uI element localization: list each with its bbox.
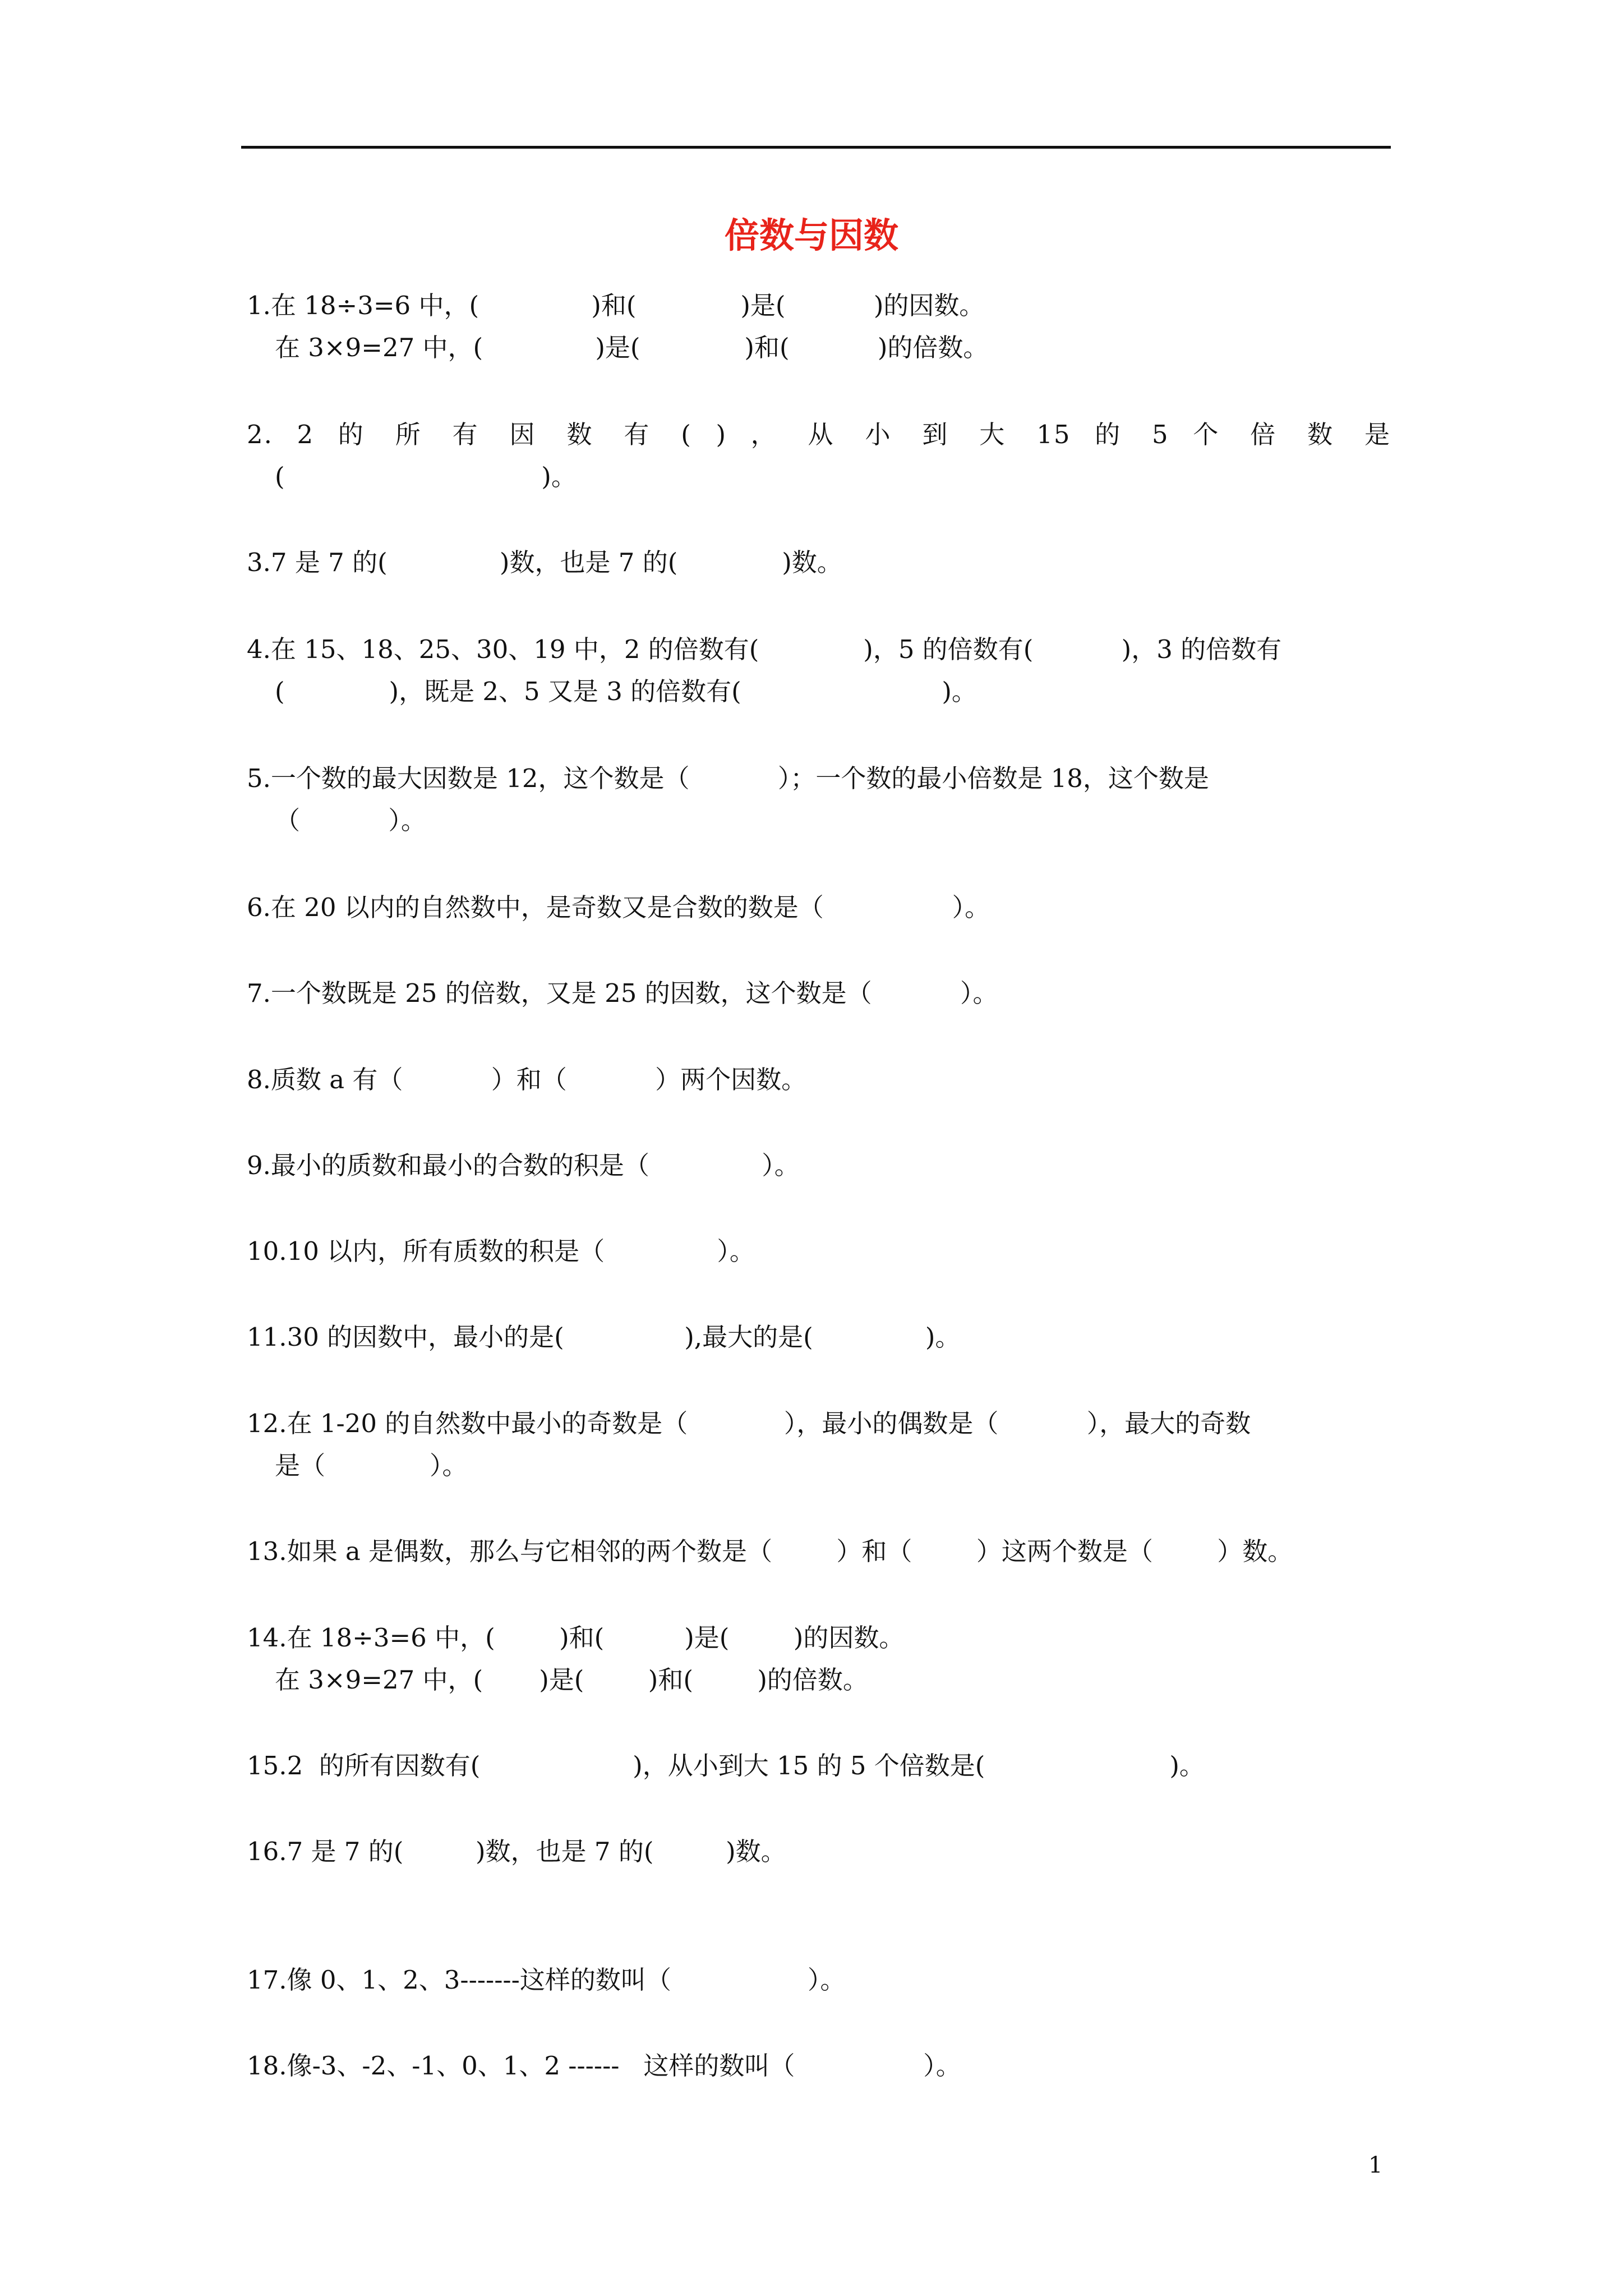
- question-5-line-2: （ ）。: [275, 806, 426, 835]
- worksheet-title: 倍数与因数: [724, 215, 898, 256]
- page-number: 1: [1368, 2152, 1383, 2178]
- question-17-line-1: 17.像 0、1、2、3-------这样的数叫（ ）。: [247, 1965, 846, 1995]
- question-3-line-1: 3.7 是 7 的( )数，也是 7 的( )数。: [247, 547, 842, 577]
- question-11-line-1: 11.30 的因数中，最小的是( ),最大的是( )。: [247, 1322, 961, 1352]
- question-1-line-1: 1.在 18÷3=6 中，( )和( )是( )的因数。: [247, 291, 985, 320]
- question-8-line-1: 8.质数 a 有（ ）和（ ）两个因数。: [247, 1065, 807, 1094]
- question-12-line-1: 12.在 1-20 的自然数中最小的奇数是（ ），最小的偶数是（ ），最大的奇数: [247, 1409, 1251, 1438]
- question-12-line-2: 是（ ）。: [275, 1451, 468, 1480]
- question-2-line-2: ( )。: [275, 462, 577, 491]
- question-5-line-1: 5.一个数的最大因数是 12，这个数是（ ）；一个数的最小倍数是 18，这个数是: [247, 763, 1209, 793]
- question-6-line-1: 6.在 20 以内的自然数中，是奇数又是合数的数是（ ）。: [247, 892, 990, 922]
- question-1-line-2: 在 3×9=27 中，( )是( )和( )的倍数。: [275, 333, 989, 362]
- question-7-line-1: 7.一个数既是 25 的倍数，又是 25 的因数，这个数是（ ）。: [247, 978, 998, 1008]
- question-14-line-2: 在 3×9=27 中，( )是( )和( )的倍数。: [275, 1665, 868, 1695]
- question-15-line-1: 15.2 的所有因数有( )，从小到大 15 的 5 个倍数是( )。: [247, 1751, 1205, 1780]
- question-4-line-1: 4.在 15、18、25、30、19 中，2 的倍数有( )，5 的倍数有( )，3 的倍数有: [247, 634, 1282, 664]
- question-14-line-1: 14.在 18÷3=6 中，( )和( )是( )的因数。: [247, 1623, 905, 1653]
- question-16-line-1: 16.7 是 7 的( )数，也是 7 的( )数。: [247, 1837, 786, 1866]
- question-18-line-1: 18.像-3、-2、-1、0、1、2 ------ 这样的数叫（ ）。: [247, 2051, 961, 2081]
- header-rule: [241, 146, 1391, 149]
- question-2-line-1: 2. 2 的 所 有 因 数 有 ( ) ， 从 小 到 大 15 的 5 个 倍 数 是: [247, 420, 1391, 449]
- question-13-line-1: 13.如果 a 是偶数，那么与它相邻的两个数是（ ）和（ ）这两个数是（ ）数。: [247, 1536, 1293, 1566]
- question-9-line-1: 9.最小的质数和最小的合数的积是（ ）。: [247, 1151, 800, 1180]
- question-10-line-1: 10.10 以内，所有质数的积是（ ）。: [247, 1236, 755, 1266]
- question-4-line-2: ( )，既是 2、5 又是 3 的倍数有( )。: [275, 677, 977, 706]
